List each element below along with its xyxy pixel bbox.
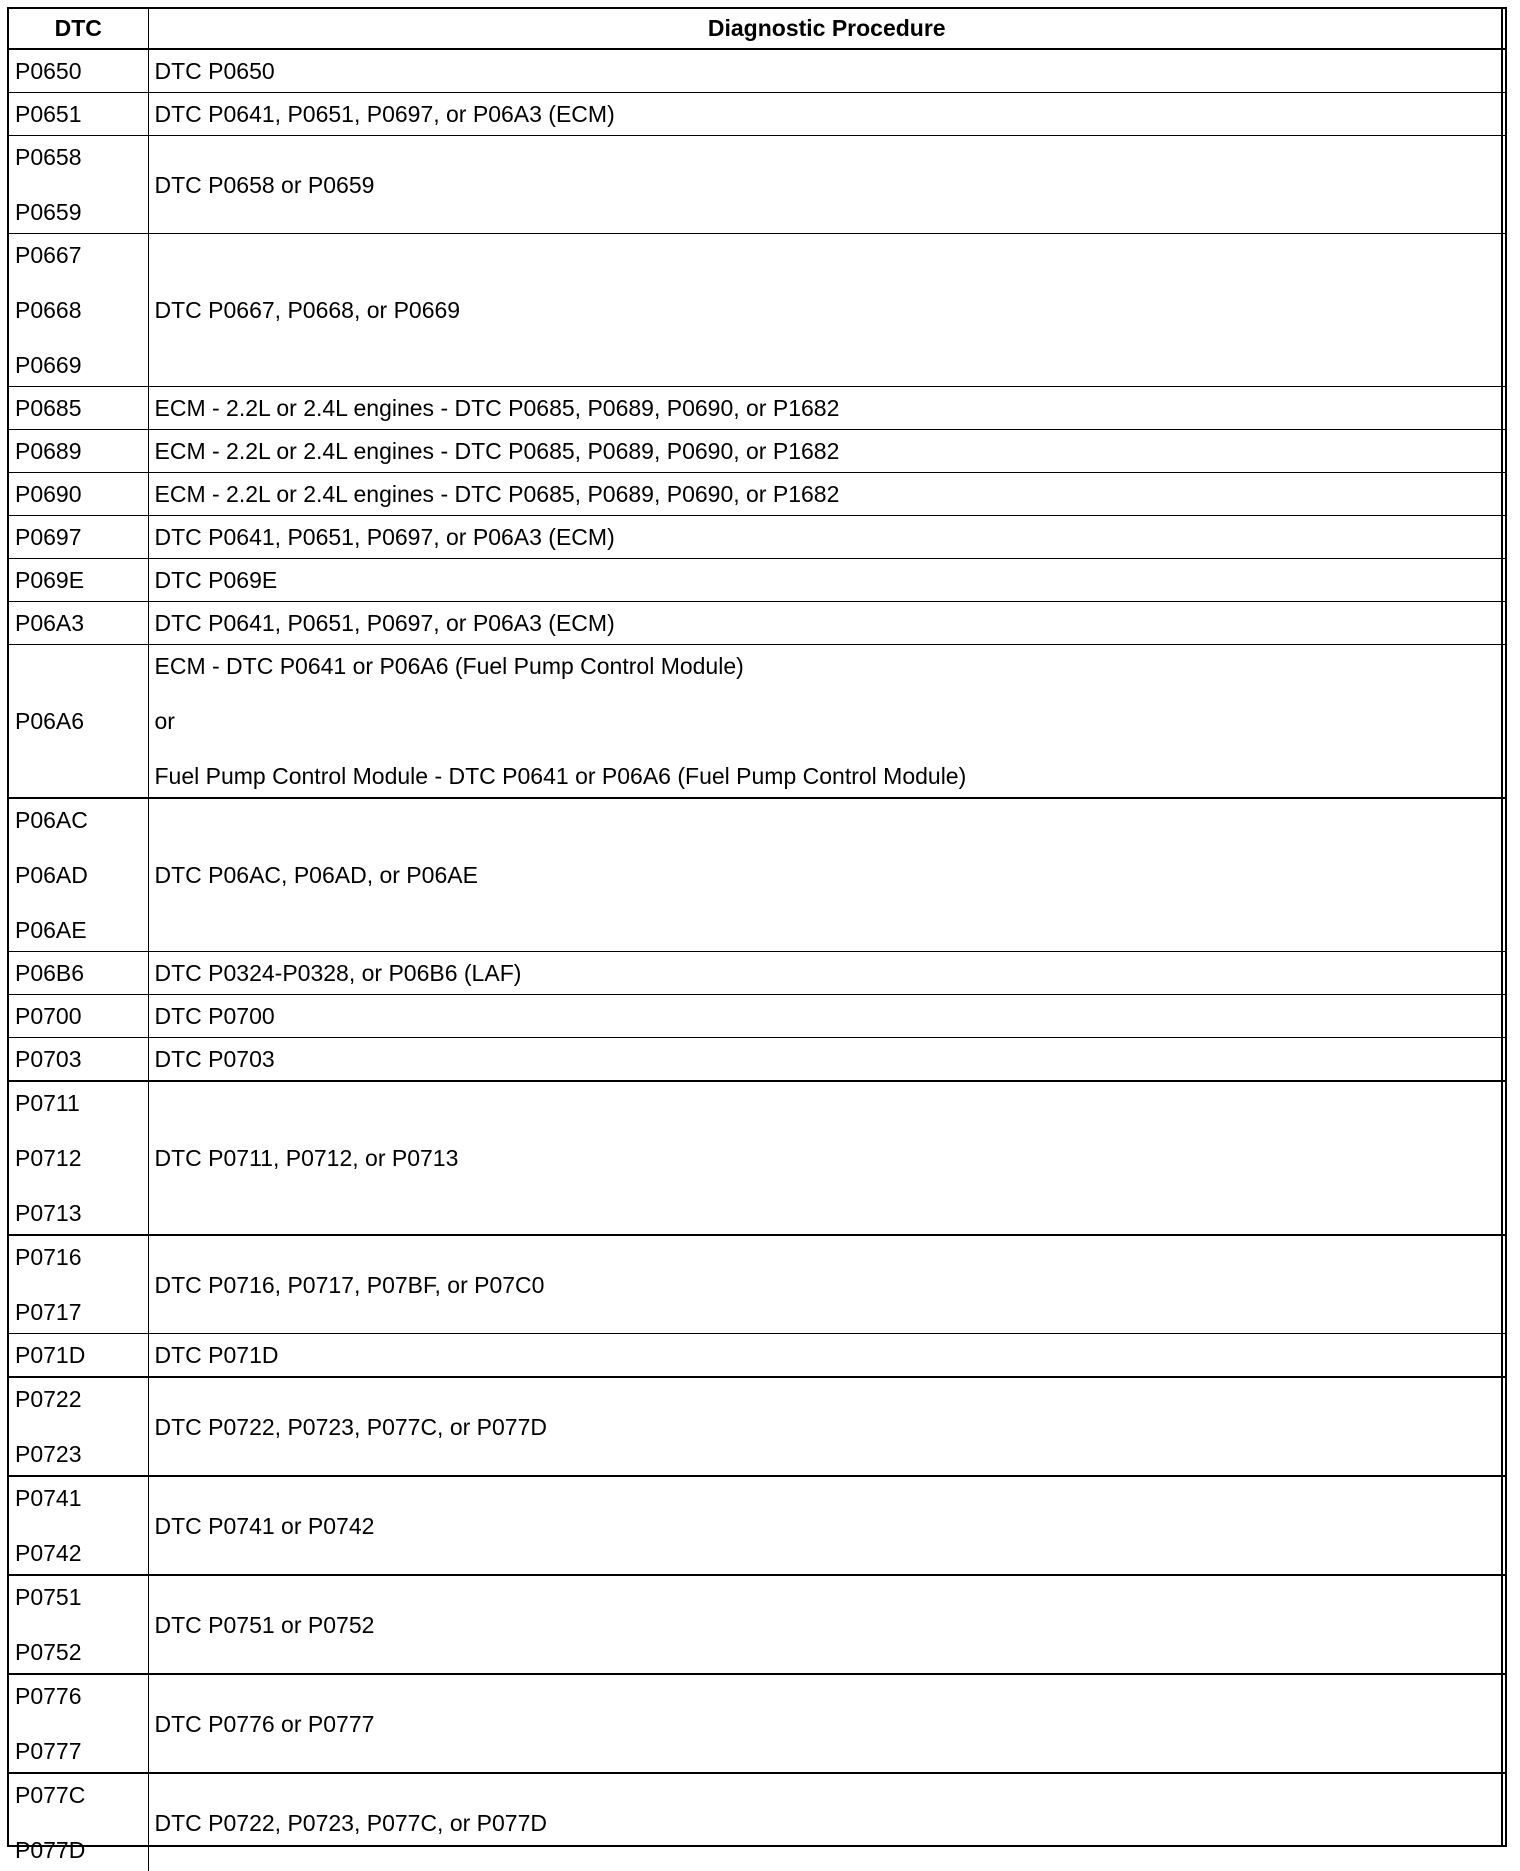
- diagnostic-procedure-text: Fuel Pump Control Module - DTC P0641 or P06A6 (Fuel Pump Control Module): [154, 763, 967, 789]
- diagnostic-procedure-text: DTC P0641, P0651, P0697, or P06A3 (ECM): [154, 610, 615, 636]
- diagnostic-procedure-text: DTC P0751 or P0752: [154, 1611, 375, 1638]
- diagnostic-procedure-text: ECM - 2.2L or 2.4L engines - DTC P0685, P0689, P0690, or P1682: [154, 395, 840, 421]
- dtc-code: P0658: [15, 144, 82, 170]
- dtc-code: P0713: [15, 1200, 82, 1226]
- dtc-table-frame: [7, 7, 1507, 1863]
- diagnostic-procedure-text: DTC P0641, P0651, P0697, or P06A3 (ECM): [154, 101, 615, 127]
- dtc-code: P0712: [15, 1145, 82, 1171]
- table-row: [9, 430, 1505, 473]
- dtc-code: P0703: [15, 1046, 82, 1072]
- table-row: [9, 1575, 1505, 1674]
- table-row: [9, 387, 1505, 430]
- dtc-code: P0751: [15, 1584, 82, 1610]
- diagnostic-procedure-text: DTC P0716, P0717, P07BF, or P07C0: [154, 1271, 545, 1298]
- dtc-code: P0741: [15, 1485, 82, 1511]
- diagnostic-procedure-text: DTC P0324-P0328, or P06B6 (LAF): [154, 960, 522, 986]
- dtc-code-cell: [9, 1038, 148, 1082]
- diagnostic-procedure-cell: [148, 387, 1505, 430]
- dtc-code: P0689: [15, 438, 82, 464]
- dtc-code-cell: [9, 952, 148, 995]
- dtc-code-cell: [9, 387, 148, 430]
- diagnostic-procedure-cell: [148, 473, 1505, 516]
- diagnostic-procedure-text: DTC P0711, P0712, or P0713: [154, 1145, 459, 1171]
- diagnostic-procedure-cell: [148, 49, 1505, 93]
- dtc-code: P0777: [15, 1738, 82, 1764]
- table-row: [9, 995, 1505, 1038]
- diagnostic-procedure-text: ECM - 2.2L or 2.4L engines - DTC P0685, P0689, P0690, or P1682: [154, 438, 840, 464]
- dtc-code-cell: [9, 1081, 148, 1235]
- dtc-code-cell: [9, 1377, 148, 1476]
- dtc-code-cell: [9, 559, 148, 602]
- diagnostic-procedure-cell: [148, 516, 1505, 559]
- diagnostic-procedure-cell: [148, 93, 1505, 136]
- column-header-procedure: Diagnostic Procedure: [148, 9, 1505, 49]
- column-header-dtc: DTC: [9, 9, 148, 49]
- dtc-code: P06AD: [15, 862, 88, 888]
- dtc-code: P0776: [15, 1683, 82, 1709]
- dtc-code: P06AC: [15, 807, 88, 833]
- diagnostic-procedure-cell: [148, 645, 1505, 799]
- dtc-code: P0650: [15, 58, 82, 84]
- table-row: [9, 93, 1505, 136]
- table-row: [9, 645, 1505, 799]
- diagnostic-procedure-cell: [148, 559, 1505, 602]
- dtc-code: P0716: [15, 1244, 82, 1270]
- diagnostic-procedure-cell: [148, 995, 1505, 1038]
- diagnostic-procedure-text: DTC P069E: [154, 567, 278, 593]
- dtc-code-cell: [9, 1334, 148, 1378]
- dtc-code: P0717: [15, 1299, 82, 1325]
- dtc-code: P0685: [15, 395, 82, 421]
- diagnostic-procedure-cell: [148, 798, 1505, 952]
- dtc-code-cell: [9, 1674, 148, 1773]
- diagnostic-procedure-text: DTC P0703: [154, 1046, 275, 1072]
- dtc-code: P0723: [15, 1441, 82, 1467]
- dtc-code: P06AE: [15, 917, 87, 943]
- dtc-code-cell: [9, 798, 148, 952]
- dtc-code-cell: [9, 1773, 148, 1871]
- dtc-code: P0742: [15, 1540, 82, 1566]
- diagnostic-procedure-cell: [148, 952, 1505, 995]
- dtc-code: P0722: [15, 1386, 82, 1412]
- dtc-code-cell: [9, 234, 148, 387]
- diagnostic-procedure-cell: [148, 1674, 1505, 1773]
- dtc-code: P0659: [15, 199, 82, 225]
- diagnostic-procedure-text: DTC P0700: [154, 1003, 275, 1029]
- table-row: [9, 602, 1505, 645]
- diagnostic-procedure-text: DTC P0741 or P0742: [154, 1512, 375, 1539]
- diagnostic-procedure-cell: [148, 1773, 1505, 1871]
- dtc-code-cell: [9, 995, 148, 1038]
- diagnostic-procedure-text: DTC P0667, P0668, or P0669: [154, 297, 461, 323]
- table-row: [9, 1476, 1505, 1575]
- diagnostic-procedure-cell: [148, 1377, 1505, 1476]
- dtc-code: P0651: [15, 101, 82, 127]
- table-row: [9, 952, 1505, 995]
- right-margin-rule: [1501, 7, 1503, 1847]
- table-row: [9, 234, 1505, 387]
- dtc-code: P0668: [15, 297, 82, 323]
- table-header-row: [9, 9, 1505, 49]
- table-row: [9, 798, 1505, 952]
- dtc-code-cell: [9, 516, 148, 559]
- table-row: [9, 516, 1505, 559]
- diagnostic-procedure-text: or: [154, 708, 175, 734]
- dtc-code-cell: [9, 602, 148, 645]
- diagnostic-procedure-text: DTC P0776 or P0777: [154, 1710, 375, 1737]
- dtc-code: P0711: [15, 1090, 80, 1116]
- table-row: [9, 1235, 1505, 1334]
- table-row: [9, 1334, 1505, 1378]
- table-row: [9, 49, 1505, 93]
- table-row: [9, 559, 1505, 602]
- diagnostic-procedure-cell: [148, 1476, 1505, 1575]
- dtc-code-cell: [9, 430, 148, 473]
- dtc-code: P0667: [15, 242, 82, 268]
- dtc-code-cell: [9, 136, 148, 234]
- dtc-code: P0752: [15, 1639, 82, 1665]
- diagnostic-procedure-text: DTC P0641, P0651, P0697, or P06A3 (ECM): [154, 524, 615, 550]
- diagnostic-procedure-text: DTC P0658 or P0659: [154, 171, 375, 198]
- diagnostic-procedure-cell: [148, 1575, 1505, 1674]
- table-row: [9, 1081, 1505, 1235]
- dtc-code-cell: [9, 1476, 148, 1575]
- diagnostic-procedure-text: DTC P0722, P0723, P077C, or P077D: [154, 1413, 548, 1440]
- dtc-code: P06B6: [15, 960, 85, 986]
- dtc-code: P077C: [15, 1782, 86, 1808]
- diagnostic-procedure-text: ECM - 2.2L or 2.4L engines - DTC P0685, P0689, P0690, or P1682: [154, 481, 840, 507]
- diagnostic-procedure-text: DTC P071D: [154, 1342, 279, 1368]
- dtc-code: P0700: [15, 1003, 82, 1029]
- diagnostic-procedure-cell: [148, 1038, 1505, 1082]
- dtc-table: [9, 9, 1505, 1871]
- diagnostic-procedure-cell: [148, 602, 1505, 645]
- table-body: [9, 49, 1505, 1871]
- table-row: [9, 473, 1505, 516]
- dtc-code-cell: [9, 93, 148, 136]
- dtc-code-cell: [9, 49, 148, 93]
- dtc-code: P069E: [15, 567, 85, 593]
- diagnostic-procedure-text: DTC P06AC, P06AD, or P06AE: [154, 862, 478, 888]
- table-row: [9, 1773, 1505, 1871]
- dtc-code-cell: [9, 645, 148, 799]
- table-row: [9, 1038, 1505, 1082]
- dtc-code: P06A3: [15, 610, 85, 636]
- dtc-code: P0697: [15, 524, 82, 550]
- dtc-code: P0669: [15, 352, 82, 378]
- dtc-code: P071D: [15, 1342, 86, 1368]
- dtc-code-cell: [9, 473, 148, 516]
- diagnostic-procedure-cell: [148, 1334, 1505, 1378]
- diagnostic-procedure-cell: [148, 1081, 1505, 1235]
- table-row: [9, 136, 1505, 234]
- diagnostic-procedure-cell: [148, 1235, 1505, 1334]
- dtc-code: P077D: [15, 1837, 86, 1863]
- dtc-code-cell: [9, 1575, 148, 1674]
- table-row: [9, 1377, 1505, 1476]
- diagnostic-procedure-cell: [148, 430, 1505, 473]
- dtc-code-cell: [9, 1235, 148, 1334]
- diagnostic-procedure-text: ECM - DTC P0641 or P06A6 (Fuel Pump Control Module): [154, 653, 744, 679]
- diagnostic-procedure-text: DTC P0650: [154, 58, 275, 84]
- dtc-code: P0690: [15, 481, 82, 507]
- diagnostic-procedure-cell: [148, 136, 1505, 234]
- dtc-code: P06A6: [15, 708, 85, 734]
- table-row: [9, 1674, 1505, 1773]
- diagnostic-procedure-text: DTC P0722, P0723, P077C, or P077D: [154, 1809, 548, 1836]
- diagnostic-procedure-cell: [148, 234, 1505, 387]
